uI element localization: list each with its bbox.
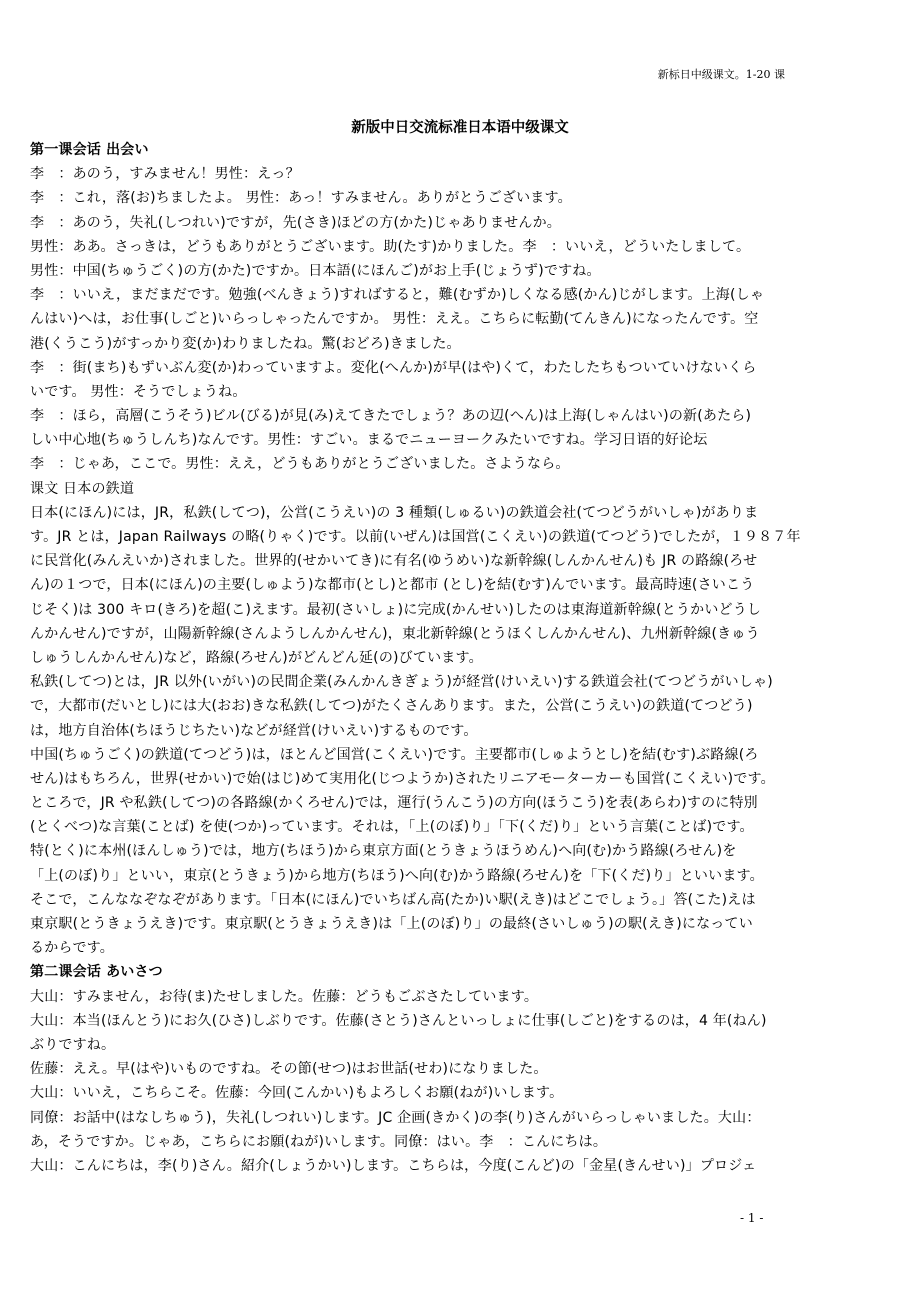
document-title: 新版中日交流标准日本语中级课文: [351, 120, 569, 136]
page-number: - 1 -: [740, 1211, 764, 1225]
lesson-2-conversation-heading: 第二课会话 あいさつ: [30, 964, 163, 981]
lesson-1-text-heading: 课文 日本の鉄道: [30, 480, 135, 497]
text-line: んかんせん)ですが，山陽新幹線(さんようしんかんせん)，東北新幹線(とうほくしんかんせん)、九州新幹線(きゅう: [30, 625, 760, 642]
body-text: [30, 138, 888, 1178]
text-line: 日本(にほん)には，JR，私鉄(してつ)，公営(こうえい)の 3 種類(しゅるい)の鉄道会社(てつどうがいしゃ)がありま: [30, 504, 759, 521]
text-line: しゅうしんかんせん)など，路線(ろせん)がどんどん延(の)びています。: [30, 649, 483, 666]
text-line: す。JR とは，Japan Railways の略(りゃく)です。以前(いぜん)は国営(こくえい)の鉄道(てつどう)でしたが，１９８７年: [30, 529, 801, 545]
text-line: ところで，JR や私鉄(してつ)の各路線(かくろせん)では，運行(うんこう)の方向(ほうこう)を表(あらわ)すのに特別: [30, 795, 758, 812]
text-line: 李 ：いいえ，まだまだです。勉強(べんきょう)すればすると，難(むずか)しくなる感(かん)じがします。上海(しゃ: [30, 287, 765, 304]
text-line: ぶりですね。: [30, 1036, 116, 1053]
text-line: 李 ：これ，落(お)ちましたよ。 男性：あっ！すみません。ありがとうございます。: [30, 190, 572, 207]
text-line: 李 ：街(まち)もずいぶん変(か)わっていますよ。変化(へんか)が早(はや)くて，わたしたちもついていけないくら: [30, 359, 757, 376]
text-line: 東京駅(とうきょうえき)です。東京駅(とうきょうえき)は「上(のぼ)り」の最終(さいしゅう)の駅(えき)になってい: [30, 916, 753, 932]
text-line: 李 ：ほら，高層(こうそう)ビル(びる)が見(み)えてきたでしょう？あの辺(へん)は上海(しゃんはい)の新(あたら): [30, 408, 752, 425]
running-header: 新标日中级课文。1-20 课: [657, 68, 785, 81]
text-line: じそく)は 300 キロ(きろ)を超(こ)えます。最初(さいしょ)に完成(かんせい)したのは東海道新幹線(とうかいどうし: [30, 601, 762, 618]
text-line: 「上(のぼ)り」といい，東京(とうきょう)から地方(ちほう)へ向(む)かう路線(ろせん)を「下(くだ)り」といいます。: [30, 867, 764, 884]
text-line: 李 ：あのう，すみません！男性：えっ？: [30, 166, 300, 183]
text-line: 大山：いいえ，こちらこそ。佐藤：今回(こんかい)もよろしくお願(ねが)いします。: [30, 1085, 564, 1102]
text-line: 大山：すみません，お待(ま)たせしました。佐藤：どうもごぶさたしています。: [30, 988, 539, 1005]
text-line: あ，そうですか。じゃあ，こちらにお願(ねが)いします。同僚：はい。李 ：こんにちは。: [30, 1133, 608, 1150]
text-line: 男性：ああ。さっきは，どうもありがとうございます。助(たす)かりました。李 ：いいえ，どういたしまして。: [30, 238, 751, 255]
text-line: 男性：中国(ちゅうごく)の方(かた)ですか。日本語(にほんご)がお上手(じょうず)ですね。: [30, 262, 601, 279]
text-line: に民営化(みんえいか)されました。世界的(せかいてき)に有名(ゆうめい)な新幹線(しんかんせん)も JR の路線(ろせ: [30, 553, 758, 570]
text-line: 李 ：あのう，失礼(しつれい)ですが，先(さき)ほどの方(かた)じゃありませんか。: [30, 214, 561, 231]
text-line: んはい)へは，お仕事(しごと)いらっしゃったんですか。 男性：ええ。こちらに転勤(てんきん)になったんです。空: [30, 311, 759, 328]
text-line: せん)はもちろん，世界(せかい)で始(はじ)めて実用化(じつようか)されたリニアモーターカーも国営(こくえい)です。: [30, 770, 775, 787]
text-line: 佐藤：ええ。早(はや)いものですね。その節(せつ)はお世話(せわ)になりました。: [30, 1061, 548, 1078]
text-line: は，地方自治体(ちほうじちたい)などが経営(けいえい)するものです。: [30, 722, 478, 739]
text-line: 大山：本当(ほんとう)にお久(ひさ)しぶりです。佐藤(さとう)さんといっしょに仕事(しごと)をするのは，4 年(ねん): [30, 1012, 767, 1029]
text-line: 港(くうこう)がすっかり変(か)わりましたね。驚(おどろ)きました。: [30, 335, 461, 352]
text-line: 李 ：じゃあ，ここで。男性：ええ，どうもありがとうございました。さようなら。: [30, 456, 570, 473]
text-line: しい中心地(ちゅうしんち)なんです。男性：すごい。まるでニューヨークみたいですね。学习日语的好论坛: [30, 432, 708, 449]
text-line: 同僚：お話中(はなしちゅう)，失礼(しつれい)します。JC 企画(きかく)の李(り)さんがいらっしゃいました。大山：: [30, 1109, 761, 1126]
lesson-1-conversation-heading: 第一课会话 出会い: [30, 142, 149, 158]
text-line: ん)の１つで，日本(にほん)の主要(しゅよう)な都市(とし)と都市 (とし)を結(むす)んでいます。最高時速(さいこう: [30, 577, 755, 594]
text-line: いです。 男性：そうでしょうね。: [30, 383, 247, 400]
text-line: るからです。: [30, 940, 114, 957]
text-line: 特(とく)に本州(ほんしゅう)では，地方(ちほう)から東京方面(とうきょうほうめん)へ向(む)かう路線(ろせん)を: [30, 843, 737, 860]
text-line: で，大都市(だいとし)には大(おお)きな私鉄(してつ)がたくさんあります。また，公営(こうえい)の鉄道(てつどう): [30, 698, 753, 715]
text-line: 大山：こんにちは，李(り)さん。紹介(しょうかい)します。こちらは，今度(こんど)の「金星(きんせい)」プロジェ: [30, 1157, 757, 1174]
text-line: 私鉄(してつ)とは，JR 以外(いがい)の民間企業(みんかんきぎょう)が経営(けいえい)する鉄道会社(てつどうがいしゃ): [30, 674, 773, 691]
text-line: (とくべつ)な言葉(ことば) を使(つか)っています。それは，「上(のぼ)り」「下(くだ)り」という言葉(ことば)です。: [30, 819, 754, 836]
text-line: そこで，こんななぞなぞがあります。「日本(にほん)でいちばん高(たか)い駅(えき)はどこでしょう。」答(こた)えは: [30, 891, 756, 908]
text-line: 中国(ちゅうごく)の鉄道(てつどう)は，ほとんど国営(こくえい)です。主要都市(しゅようとし)を結(むす)ぶ路線(ろ: [30, 746, 759, 763]
